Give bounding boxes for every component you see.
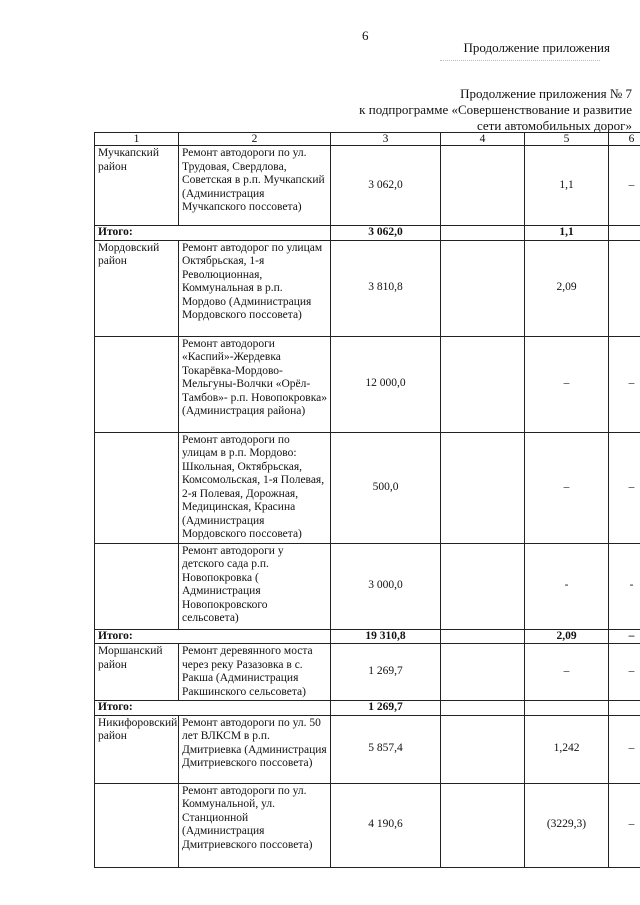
appendix-heading xyxy=(359,86,632,134)
total-label: Итого: xyxy=(95,629,331,644)
amount-cell: 19 310,8 xyxy=(331,629,441,644)
total-row xyxy=(95,701,640,716)
work-description-cell: Ремонт автодороги «Каспий»-Жердевка Токарёвка-Мордово-Мельгуны-Волчки «Орёл-Тамбов»- р.п. Новопокровка» (Администрация района) xyxy=(179,336,331,432)
work-description-cell: Ремонт автодорог по улицам Октябрьская, 1-я Революционная, Коммунальная в р.п. Мордово (Администрация Мордовского поссовета) xyxy=(179,240,331,336)
col4-cell xyxy=(441,240,525,336)
amount-cell: 12 000,0 xyxy=(331,336,441,432)
header-cell: 6 xyxy=(609,133,640,146)
length-cell: 2,09 xyxy=(525,629,609,644)
col4-cell xyxy=(441,644,525,701)
work-description-cell: Ремонт автодороги по ул. Коммунальной, ул. Станционной (Администрация Дмитриевского поссовета) xyxy=(179,783,331,867)
col6-cell: – xyxy=(609,783,640,867)
work-description-cell: Ремонт автодороги по улицам в р.п. Мордово: Школьная, Октябрьская, Комсомольская, 1-я Полевая, 2-я Полевая, Дорожная, Медицинская, Красина (Администрация Мордовского поссовета) xyxy=(179,432,331,543)
table-body xyxy=(95,133,640,868)
header-cell: 4 xyxy=(441,133,525,146)
district-cell: Моршанский район xyxy=(95,644,179,701)
total-label: Итого: xyxy=(95,226,331,241)
amount-cell: 3 810,8 xyxy=(331,240,441,336)
table-row xyxy=(95,783,640,867)
length-cell xyxy=(525,701,609,716)
col6-cell: – xyxy=(609,336,640,432)
district-cell xyxy=(95,432,179,543)
amount-cell: 1 269,7 xyxy=(331,701,441,716)
length-cell: 1,1 xyxy=(525,226,609,241)
col6-cell: – xyxy=(609,644,640,701)
col6-cell xyxy=(609,226,640,241)
col4-cell xyxy=(441,226,525,241)
table-row xyxy=(95,336,640,432)
total-row xyxy=(95,226,640,241)
work-description-cell: Ремонт автодороги по ул. Трудовая, Свердлова, Советская в р.п. Мучкапский (Администрация Мучкапского поссовета) xyxy=(179,146,331,226)
work-description-cell: Ремонт деревянного моста через реку Разазовка в с. Ракша (Администрация Ракшинского сельсовета) xyxy=(179,644,331,701)
total-row xyxy=(95,629,640,644)
amount-cell: 3 000,0 xyxy=(331,543,441,629)
amount-cell: 3 062,0 xyxy=(331,226,441,241)
district-cell xyxy=(95,783,179,867)
length-cell: 1,242 xyxy=(525,715,609,783)
col4-cell xyxy=(441,629,525,644)
col4-cell xyxy=(441,543,525,629)
district-cell xyxy=(95,543,179,629)
district-cell: Никифоровский район xyxy=(95,715,179,783)
length-cell: – xyxy=(525,336,609,432)
header-cell: 3 xyxy=(331,133,441,146)
amount-cell: 5 857,4 xyxy=(331,715,441,783)
col4-cell xyxy=(441,146,525,226)
col4-cell xyxy=(441,701,525,716)
page-number: 6 xyxy=(362,28,369,43)
table-header-row xyxy=(95,133,640,146)
table-row xyxy=(95,240,640,336)
table-row xyxy=(95,644,640,701)
district-cell: Мордовский район xyxy=(95,240,179,336)
col4-cell xyxy=(441,715,525,783)
amount-cell: 4 190,6 xyxy=(331,783,441,867)
faint-divider xyxy=(440,60,600,62)
length-cell: - xyxy=(525,543,609,629)
district-cell xyxy=(95,336,179,432)
col4-cell xyxy=(441,783,525,867)
header-cell: 1 xyxy=(95,133,179,146)
col6-cell: – xyxy=(609,715,640,783)
table-row xyxy=(95,146,640,226)
length-cell: 1,1 xyxy=(525,146,609,226)
col4-cell xyxy=(441,336,525,432)
col6-cell: - xyxy=(609,543,640,629)
heading-line-2: к подпрограмме «Совершенствование и развитие xyxy=(359,102,632,117)
table-row xyxy=(95,432,640,543)
col6-cell: – xyxy=(609,432,640,543)
length-cell: 2,09 xyxy=(525,240,609,336)
header-cell: 5 xyxy=(525,133,609,146)
col4-cell xyxy=(441,432,525,543)
amount-cell: 500,0 xyxy=(331,432,441,543)
amount-cell: 3 062,0 xyxy=(331,146,441,226)
continuation-label: Продолжение приложения xyxy=(463,40,610,55)
length-cell: – xyxy=(525,644,609,701)
amount-cell: 1 269,7 xyxy=(331,644,441,701)
col6-cell: – xyxy=(609,146,640,226)
col6-cell xyxy=(609,701,640,716)
heading-line-1: Продолжение приложения № 7 xyxy=(460,86,632,101)
roads-table xyxy=(94,132,640,868)
total-label: Итого: xyxy=(95,701,331,716)
length-cell: (3229,3) xyxy=(525,783,609,867)
col6-cell xyxy=(609,240,640,336)
heading-line-3: сети автомобильных дорог» xyxy=(476,118,632,133)
work-description-cell: Ремонт автодороги по ул. 50 лет ВЛКСМ в р.п. Дмитриевка (Администрация Дмитриевского поссовета) xyxy=(179,715,331,783)
district-cell: Мучкапский район xyxy=(95,146,179,226)
col6-cell: – xyxy=(609,629,640,644)
length-cell: – xyxy=(525,432,609,543)
work-description-cell: Ремонт автодороги у детского сада р.п. Новопокровка ( Администрация Новопокровского сельсовета) xyxy=(179,543,331,629)
table-row xyxy=(95,543,640,629)
header-cell: 2 xyxy=(179,133,331,146)
table-row xyxy=(95,715,640,783)
